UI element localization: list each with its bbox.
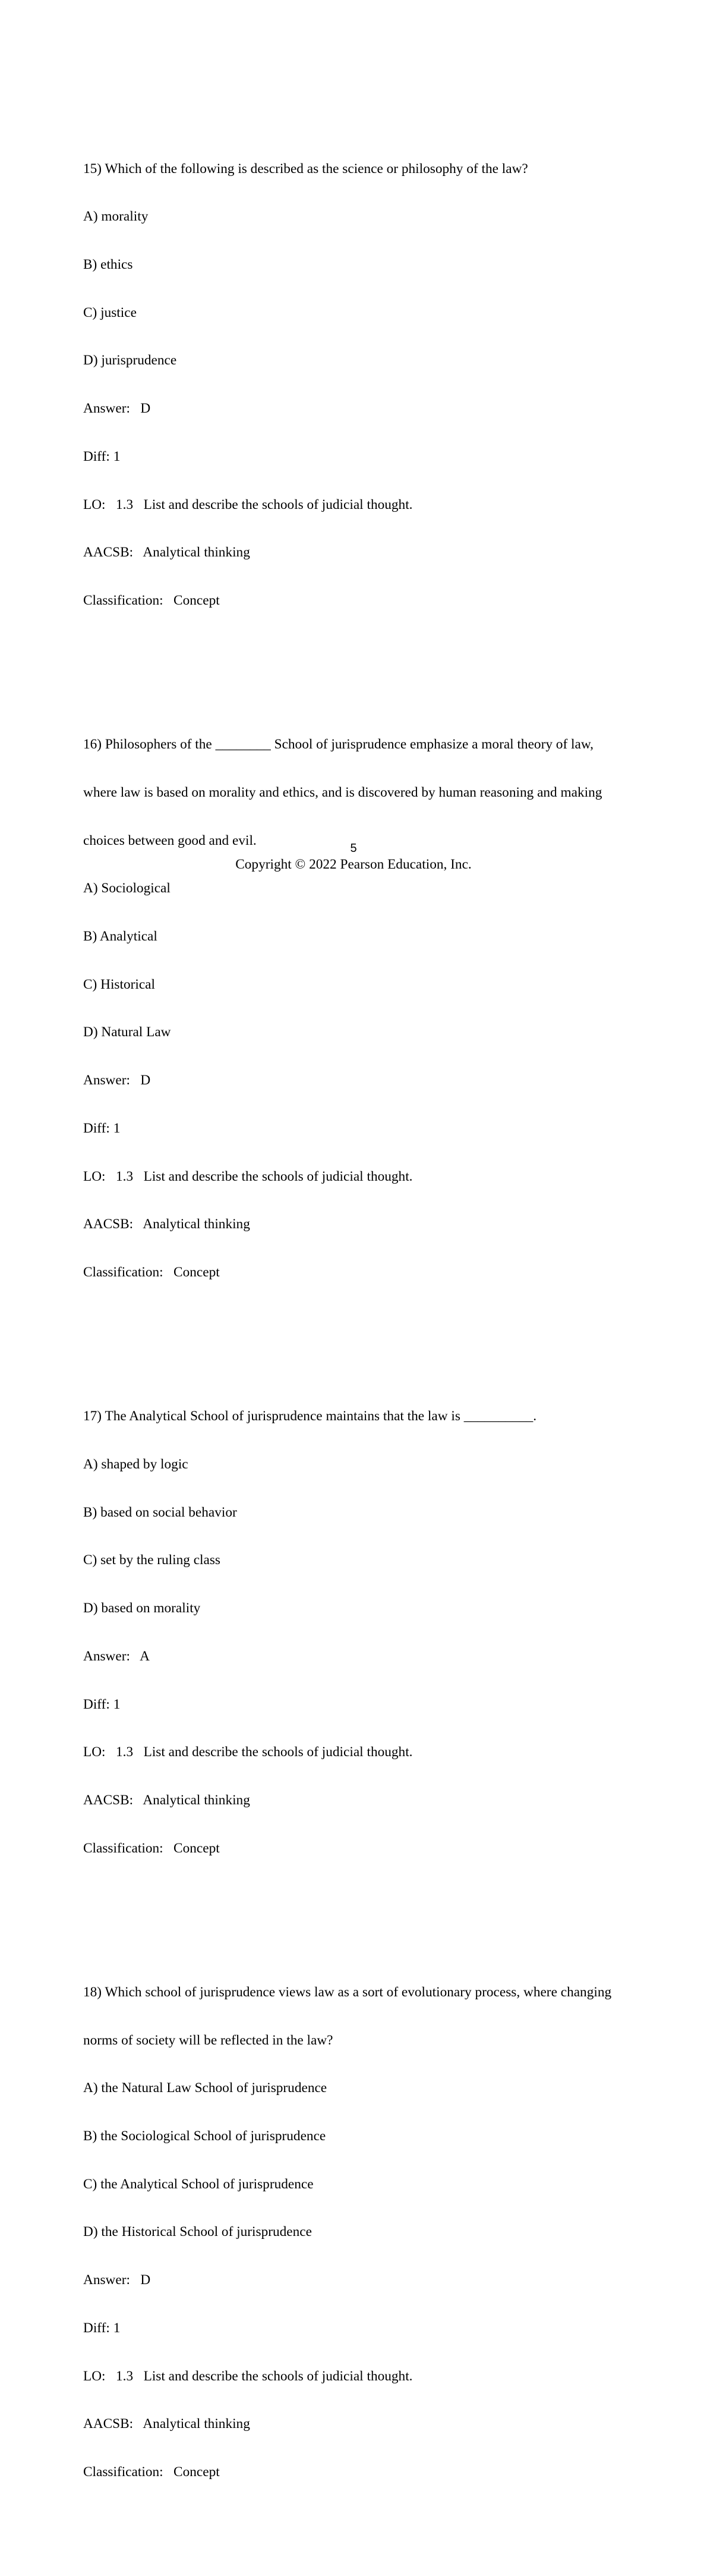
option-d-line: D) jurisprudence bbox=[83, 353, 177, 369]
aacsb-line: AACSB: Analytical thinking bbox=[83, 545, 250, 561]
answer-line: Answer: D bbox=[83, 2272, 151, 2288]
page-footer bbox=[0, 841, 707, 873]
copyright-notice: Copyright © 2022 Pearson Education, Inc. bbox=[235, 857, 472, 872]
answer-line: Answer: D bbox=[83, 401, 151, 417]
question-block-16 bbox=[83, 704, 665, 1312]
option-b-line: B) the Sociological School of jurisprudence bbox=[83, 2128, 326, 2144]
question-text-line: 18) Which school of jurisprudence views law as a sort of evolutionary process, where changing bbox=[83, 1984, 612, 2000]
question-text-line: 17) The Analytical School of jurisprudence maintains that the law is __________. bbox=[83, 1408, 537, 1424]
page-content bbox=[83, 81, 665, 2576]
classification-line: Classification: Concept bbox=[83, 593, 220, 608]
option-b-line: B) ethics bbox=[83, 256, 133, 272]
aacsb-line: AACSB: Analytical thinking bbox=[83, 1216, 250, 1232]
question-text-line: norms of society will be reflected in the law? bbox=[83, 2032, 333, 2048]
question-block-15 bbox=[83, 129, 665, 641]
answer-line: Answer: D bbox=[83, 1072, 151, 1089]
option-a-line: A) the Natural Law School of jurisprudence bbox=[83, 2080, 327, 2096]
question-text-line: choices between good and evil. bbox=[83, 832, 257, 848]
classification-line: Classification: Concept bbox=[83, 2464, 220, 2480]
option-a-line: A) morality bbox=[83, 209, 149, 225]
option-b-line: B) based on social behavior bbox=[83, 1504, 237, 1520]
option-c-line: C) Historical bbox=[83, 976, 155, 992]
diff-line: Diff: 1 bbox=[83, 2320, 121, 2336]
lo-line: LO: 1.3 List and describe the schools of judicial thought. bbox=[83, 496, 413, 512]
aacsb-line: AACSB: Analytical thinking bbox=[83, 1792, 250, 1808]
aacsb-line: AACSB: Analytical thinking bbox=[83, 2416, 250, 2432]
classification-line: Classification: Concept bbox=[83, 1840, 220, 1856]
question-text-line: where law is based on morality and ethics, and is discovered by human reasoning and making bbox=[83, 784, 602, 800]
option-c-line: C) set by the ruling class bbox=[83, 1552, 220, 1568]
question-block-17 bbox=[83, 1376, 665, 1888]
question-text-line: 16) Philosophers of the ________ School of jurisprudence emphasize a moral theory of law, bbox=[83, 737, 594, 753]
diff-line: Diff: 1 bbox=[83, 1696, 121, 1712]
classification-line: Classification: Concept bbox=[83, 1265, 220, 1281]
answer-line: Answer: A bbox=[83, 1648, 150, 1664]
lo-line: LO: 1.3 List and describe the schools of judicial thought. bbox=[83, 2368, 413, 2384]
question-text-line: 15) Which of the following is described as the science or philosophy of the law? bbox=[83, 161, 528, 177]
question-block-18 bbox=[83, 1952, 665, 2512]
diff-line: Diff: 1 bbox=[83, 448, 121, 464]
option-d-line: D) the Historical School of jurisprudence bbox=[83, 2224, 312, 2240]
page-number: 5 bbox=[350, 842, 357, 855]
option-c-line: C) justice bbox=[83, 304, 137, 320]
lo-line: LO: 1.3 List and describe the schools of judicial thought. bbox=[83, 1744, 413, 1760]
option-b-line: B) Analytical bbox=[83, 929, 157, 945]
option-a-line: A) shaped by logic bbox=[83, 1456, 188, 1472]
lo-line: LO: 1.3 List and describe the schools of judicial thought. bbox=[83, 1168, 413, 1184]
diff-line: Diff: 1 bbox=[83, 1120, 121, 1136]
option-d-line: D) Natural Law bbox=[83, 1024, 171, 1040]
option-d-line: D) based on morality bbox=[83, 1600, 201, 1616]
option-a-line: A) Sociological bbox=[83, 880, 171, 897]
option-c-line: C) the Analytical School of jurisprudence bbox=[83, 2176, 314, 2192]
